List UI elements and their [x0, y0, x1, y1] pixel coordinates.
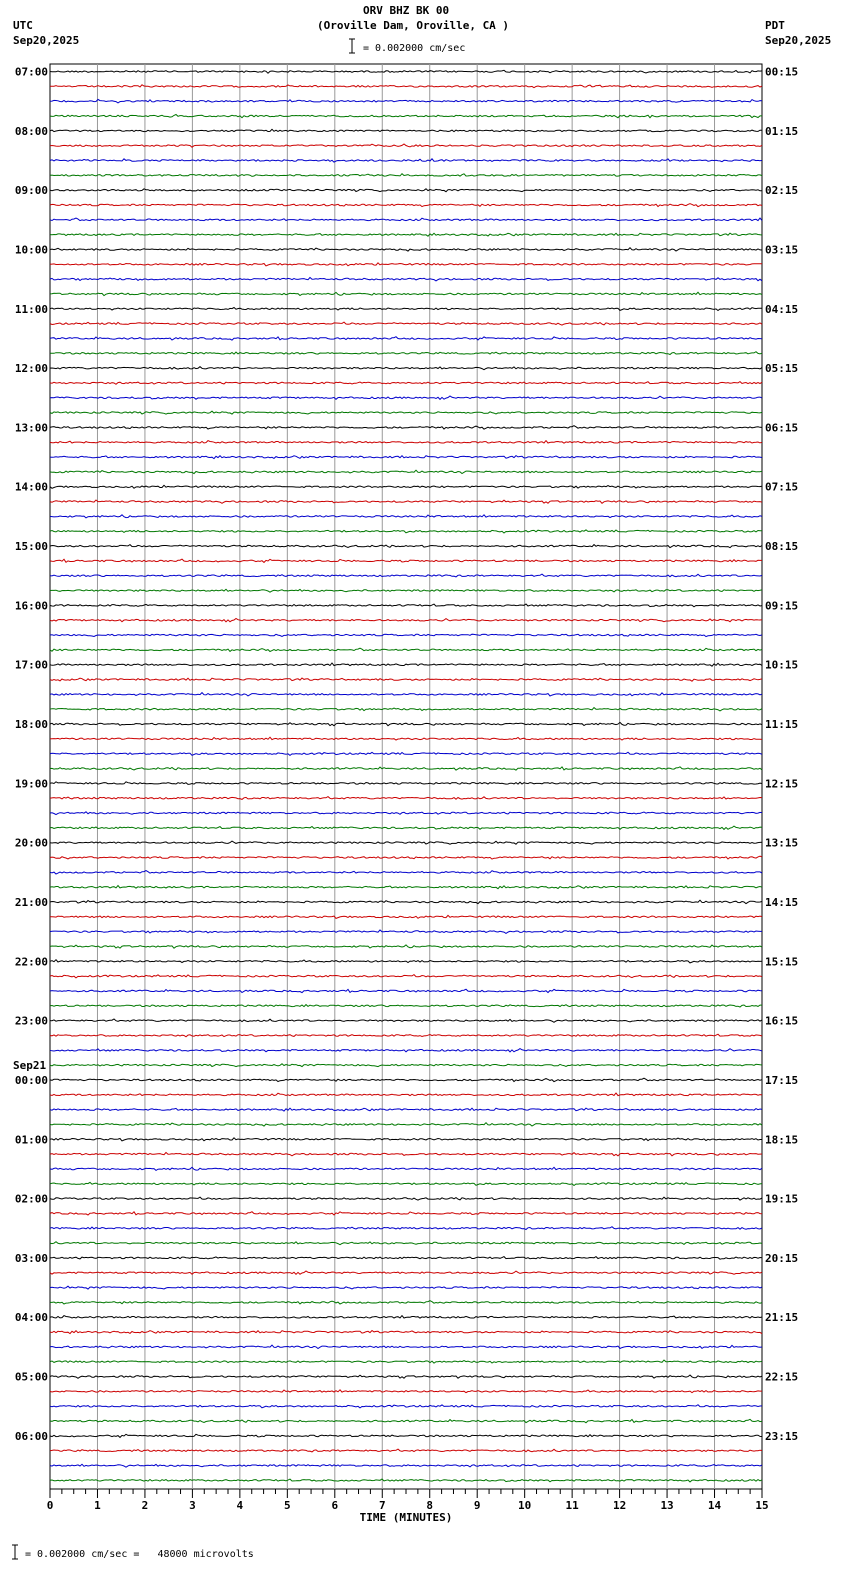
pdt-hour-label: 13:15: [765, 836, 799, 850]
seismic-trace-20: [50, 352, 762, 355]
seismic-trace-68: [50, 1064, 762, 1067]
x-tick-label: 11: [565, 1499, 579, 1512]
seismic-trace-61: [50, 960, 762, 963]
seismic-trace-21: [50, 367, 762, 370]
seismic-trace-72: [50, 1123, 762, 1126]
seismic-trace-16: [50, 292, 762, 295]
pdt-hour-label: 10:15: [765, 658, 799, 672]
seismic-trace-74: [50, 1153, 762, 1156]
seismic-trace-91: [50, 1405, 762, 1408]
seismic-trace-77: [50, 1197, 762, 1200]
pdt-hour-label: 11:15: [765, 718, 799, 732]
seismic-trace-70: [50, 1093, 762, 1096]
seismic-trace-50: [50, 797, 762, 800]
seismic-trace-62: [50, 975, 762, 978]
seismic-trace-48: [50, 767, 762, 770]
plot-title: ORV BHZ BK 00: [363, 4, 450, 17]
pdt-hour-label: 14:15: [765, 895, 799, 909]
seismic-trace-29: [50, 485, 762, 488]
seismic-trace-55: [50, 871, 762, 874]
seismic-trace-73: [50, 1138, 762, 1141]
seismic-trace-19: [50, 337, 762, 340]
pdt-hour-label: 19:15: [765, 1192, 799, 1206]
seismic-trace-10: [50, 204, 762, 207]
x-tick-label: 7: [378, 1499, 386, 1512]
pdt-hour-label: 08:15: [765, 540, 799, 554]
utc-hour-label: 21:00: [14, 895, 48, 909]
utc-hour-label: 04:00: [14, 1311, 48, 1325]
seismic-trace-22: [50, 382, 762, 385]
seismic-trace-11: [50, 218, 762, 221]
x-tick-label: 2: [141, 1499, 149, 1512]
seismic-trace-18: [50, 322, 762, 325]
seismic-trace-23: [50, 396, 762, 399]
plot-subtitle: (Oroville Dam, Oroville, CA ): [317, 19, 510, 32]
seismic-trace-38: [50, 619, 762, 622]
x-tick-label: 0: [46, 1499, 54, 1512]
seismic-trace-35: [50, 574, 762, 577]
seismic-trace-6: [50, 144, 762, 147]
plot-frame: [50, 64, 762, 1489]
pdt-hour-label: 03:15: [765, 243, 799, 257]
x-tick-label: 15: [755, 1499, 769, 1512]
pdt-hour-label: 15:15: [765, 955, 799, 969]
pdt-hour-label: 21:15: [765, 1311, 799, 1325]
seismic-trace-1: [50, 70, 762, 73]
seismic-trace-85: [50, 1316, 762, 1319]
seismic-trace-69: [50, 1078, 762, 1081]
seismic-trace-66: [50, 1034, 762, 1037]
utc-hour-label: 20:00: [14, 836, 48, 850]
seismic-trace-95: [50, 1464, 762, 1467]
seismic-trace-25: [50, 426, 762, 429]
x-tick-label: 10: [518, 1499, 532, 1512]
pdt-hour-label: 12:15: [765, 777, 799, 791]
seismic-trace-44: [50, 708, 762, 711]
pdt-hour-label: 18:15: [765, 1133, 799, 1147]
utc-hour-label: 15:00: [14, 540, 48, 554]
utc-hour-label: 13:00: [14, 421, 48, 435]
seismic-trace-46: [50, 737, 762, 740]
x-tick-label: 1: [94, 1499, 101, 1512]
seismic-trace-39: [50, 634, 762, 636]
seismic-trace-89: [50, 1375, 762, 1378]
seismic-trace-37: [50, 604, 762, 607]
seismic-trace-45: [50, 722, 762, 725]
utc-hour-label: 11:00: [14, 302, 48, 316]
utc-hour-label: 22:00: [14, 955, 48, 969]
seismic-trace-4: [50, 115, 762, 118]
x-tick-label: 9: [473, 1499, 481, 1512]
seismic-trace-33: [50, 545, 762, 548]
seismic-trace-86: [50, 1331, 762, 1334]
seismic-trace-64: [50, 1005, 762, 1007]
pdt-hour-label: 01:15: [765, 124, 799, 138]
seismic-trace-43: [50, 693, 762, 696]
seismic-trace-79: [50, 1227, 762, 1230]
seismic-trace-47: [50, 752, 762, 755]
x-tick-label: 13: [660, 1499, 674, 1512]
pdt-hour-label: 04:15: [765, 302, 799, 316]
seismic-trace-60: [50, 945, 762, 948]
pdt-hour-label: 06:15: [765, 421, 799, 435]
pdt-hour-label: 05:15: [765, 362, 799, 376]
seismic-trace-51: [50, 812, 762, 815]
seismic-trace-14: [50, 263, 762, 266]
seismic-trace-96: [50, 1479, 762, 1482]
seismic-trace-71: [50, 1108, 762, 1111]
seismic-trace-15: [50, 278, 762, 281]
seismic-trace-5: [50, 129, 762, 131]
utc-hour-label: 23:00: [14, 1014, 48, 1028]
seismic-trace-3: [50, 99, 762, 103]
seismic-trace-94: [50, 1449, 762, 1452]
utc-hour-label: 08:00: [14, 124, 48, 138]
seismic-trace-30: [50, 500, 762, 503]
pdt-hour-label: 22:15: [765, 1370, 799, 1384]
utc-hour-label: 10:00: [14, 243, 48, 257]
seismic-trace-90: [50, 1390, 762, 1393]
seismic-trace-26: [50, 441, 762, 444]
pdt-hour-label: 16:15: [765, 1014, 799, 1028]
pdt-hour-label: 00:15: [765, 65, 799, 79]
utc-hour-label: 01:00: [14, 1133, 48, 1147]
right-timezone: PDT: [765, 19, 785, 32]
seismic-trace-87: [50, 1345, 762, 1348]
utc-hour-label: 16:00: [14, 599, 48, 613]
seismic-trace-8: [50, 174, 762, 177]
seismic-trace-78: [50, 1212, 762, 1215]
seismic-trace-76: [50, 1182, 762, 1185]
seismic-trace-93: [50, 1434, 762, 1437]
x-tick-label: 5: [284, 1499, 291, 1512]
seismic-trace-40: [50, 648, 762, 651]
x-tick-label: 8: [426, 1499, 434, 1512]
utc-hour-label: 02:00: [14, 1192, 48, 1206]
x-tick-label: 6: [331, 1499, 339, 1512]
utc-hour-label: 09:00: [14, 184, 48, 198]
utc-hour-label: 03:00: [14, 1251, 48, 1265]
seismic-trace-7: [50, 159, 762, 162]
seismic-trace-92: [50, 1419, 762, 1422]
utc-hour-label: 12:00: [14, 362, 48, 376]
x-tick-label: 12: [612, 1499, 627, 1512]
x-tick-label: 4: [236, 1499, 244, 1512]
seismic-trace-9: [50, 189, 762, 192]
seismic-trace-53: [50, 841, 762, 844]
seismic-trace-31: [50, 515, 762, 518]
pdt-hour-label: 23:15: [765, 1429, 799, 1443]
x-axis-label: TIME (MINUTES): [359, 1511, 453, 1524]
seismic-trace-81: [50, 1257, 762, 1260]
seismic-trace-59: [50, 930, 762, 933]
seismic-trace-28: [50, 470, 762, 473]
utc-hour-label: 17:00: [14, 658, 48, 672]
utc-hour-label: 00:00: [14, 1073, 48, 1087]
pdt-hour-label: 02:15: [765, 184, 799, 198]
seismic-trace-84: [50, 1301, 762, 1304]
seismic-trace-24: [50, 411, 762, 414]
utc-hour-label: 06:00: [14, 1429, 48, 1443]
seismic-trace-54: [50, 856, 762, 859]
seismic-trace-65: [50, 1019, 762, 1022]
seismic-trace-67: [50, 1049, 762, 1052]
seismic-trace-36: [50, 589, 762, 592]
pdt-hour-label: 07:15: [765, 480, 799, 494]
scale-legend-text: = 0.002000 cm/sec: [363, 43, 466, 54]
utc-hour-label: 19:00: [14, 777, 48, 791]
seismic-trace-56: [50, 886, 762, 889]
left-timezone: UTC: [13, 19, 33, 32]
seismic-trace-57: [50, 900, 762, 903]
seismic-trace-2: [50, 85, 762, 88]
footer-scale-text: = 0.002000 cm/sec = 48000 microvolts: [25, 1549, 254, 1560]
seismic-trace-63: [50, 989, 762, 992]
seismic-trace-13: [50, 248, 762, 251]
seismic-trace-83: [50, 1286, 762, 1289]
pdt-hour-label: 17:15: [765, 1073, 799, 1087]
seismic-trace-52: [50, 826, 762, 829]
seismic-trace-32: [50, 530, 762, 533]
x-tick-label: 14: [707, 1499, 722, 1512]
pdt-hour-label: 20:15: [765, 1251, 799, 1265]
seismic-trace-80: [50, 1242, 762, 1245]
utc-hour-label: 07:00: [14, 65, 48, 79]
seismic-trace-34: [50, 559, 762, 562]
seismic-trace-58: [50, 915, 762, 918]
seismic-trace-82: [50, 1271, 762, 1274]
seismic-trace-17: [50, 308, 762, 311]
seismic-trace-42: [50, 678, 762, 681]
x-tick-label: 3: [189, 1499, 196, 1512]
left-date: Sep20,2025: [13, 34, 80, 47]
seismic-trace-12: [50, 233, 762, 236]
pdt-hour-label: 09:15: [765, 599, 799, 613]
utc-hour-label: 18:00: [14, 718, 48, 732]
right-date: Sep20,2025: [765, 34, 832, 47]
utc-hour-label: 05:00: [14, 1370, 48, 1384]
seismic-trace-41: [50, 663, 762, 666]
seismic-trace-88: [50, 1360, 762, 1363]
seismic-trace-27: [50, 456, 762, 459]
utc-hour-label: 14:00: [14, 480, 48, 494]
seismic-trace-75: [50, 1167, 762, 1170]
date-change-label: Sep21: [13, 1058, 47, 1072]
seismic-trace-49: [50, 782, 762, 785]
